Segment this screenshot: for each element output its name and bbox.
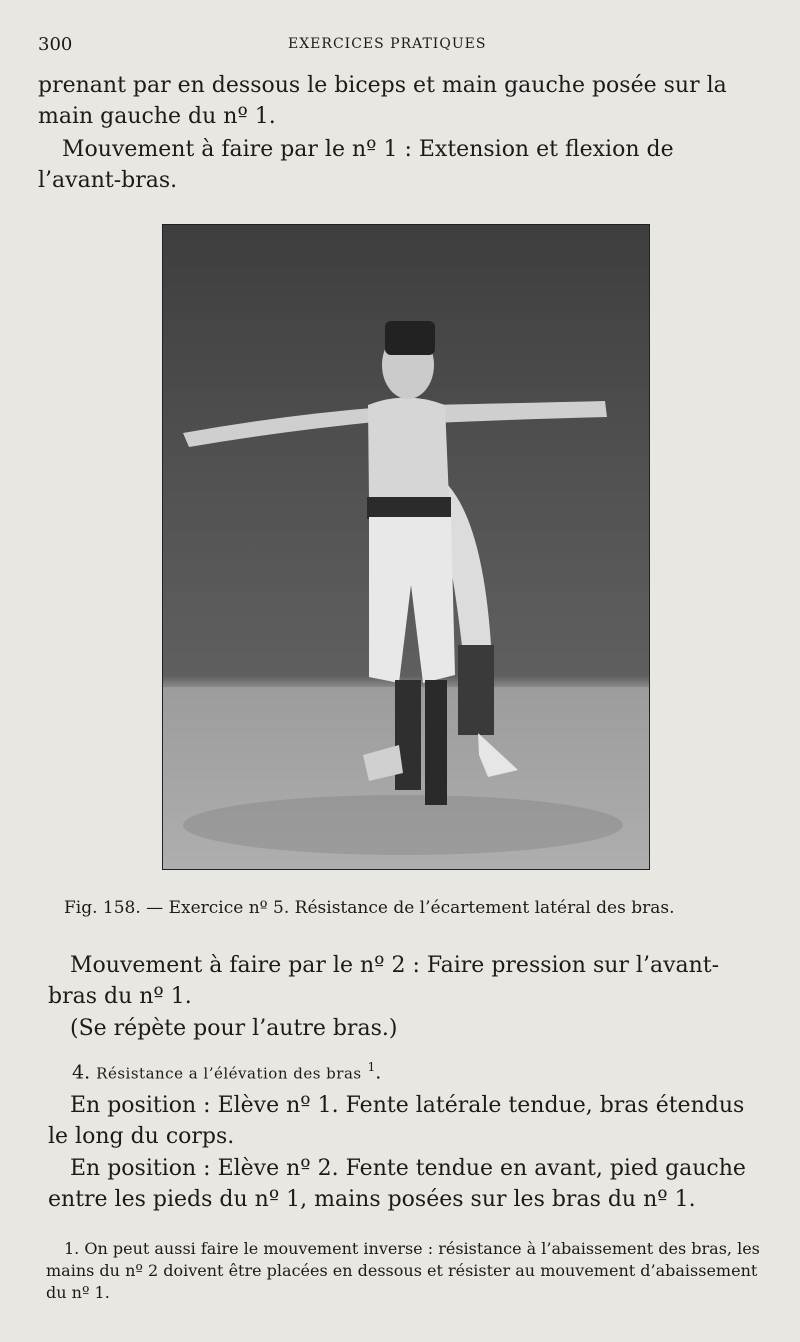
page-number: 300: [38, 34, 73, 55]
rear-person-leg: [458, 645, 494, 735]
section-period: .: [375, 1061, 382, 1084]
paragraph-1: prenant par en dessous le biceps et main gauche posée sur la main gauche du nº 1.: [38, 73, 727, 129]
figure-caption: Fig. 158. — Exercice nº 5. Résistance de l’écartement latéral des bras.: [64, 898, 675, 918]
footnote-ref: 1: [367, 1060, 376, 1074]
torso: [368, 398, 449, 506]
section-title-text: Résistance a l’élévation des bras: [96, 1064, 362, 1083]
right-arm: [431, 401, 607, 423]
trousers: [369, 517, 455, 683]
paragraph-6: En position : Elève nº 2. Fente tendue en avant, pied gauche entre les pieds du nº 1, mains posées sur les bras du nº 1.: [48, 1156, 746, 1212]
paragraph-3: Mouvement à faire par le nº 2 : Faire pression sur l’avant-bras du nº 1.: [48, 953, 720, 1009]
left-arm: [183, 407, 385, 447]
page-header: [38, 34, 758, 58]
footnote: 1. On peut aussi faire le mouvement inverse : résistance à l’abaissement des bras, les mains du nº 2 doivent être placées en dessous et résister au mouvement d’abaissement du nº 1.: [46, 1239, 760, 1302]
section-number: 4.: [72, 1061, 97, 1084]
paragraph-2: Mouvement à faire par le nº 1 : Extension et flexion de l’avant-bras.: [38, 137, 674, 193]
paragraph-5: En position : Elève nº 1. Fente latérale tendue, bras étendus le long du corps.: [48, 1093, 745, 1149]
paragraph-4: (Se répète pour l’autre bras.): [70, 1016, 398, 1041]
exercise-photo: [162, 224, 650, 870]
section-heading: [72, 1060, 381, 1083]
photo-illustration: [163, 225, 649, 869]
right-boot: [425, 680, 447, 805]
belt: [367, 497, 451, 519]
ground-shadow: [183, 795, 623, 855]
fez-hat: [385, 321, 435, 355]
running-head: EXERCICES PRATIQUES: [288, 36, 487, 52]
